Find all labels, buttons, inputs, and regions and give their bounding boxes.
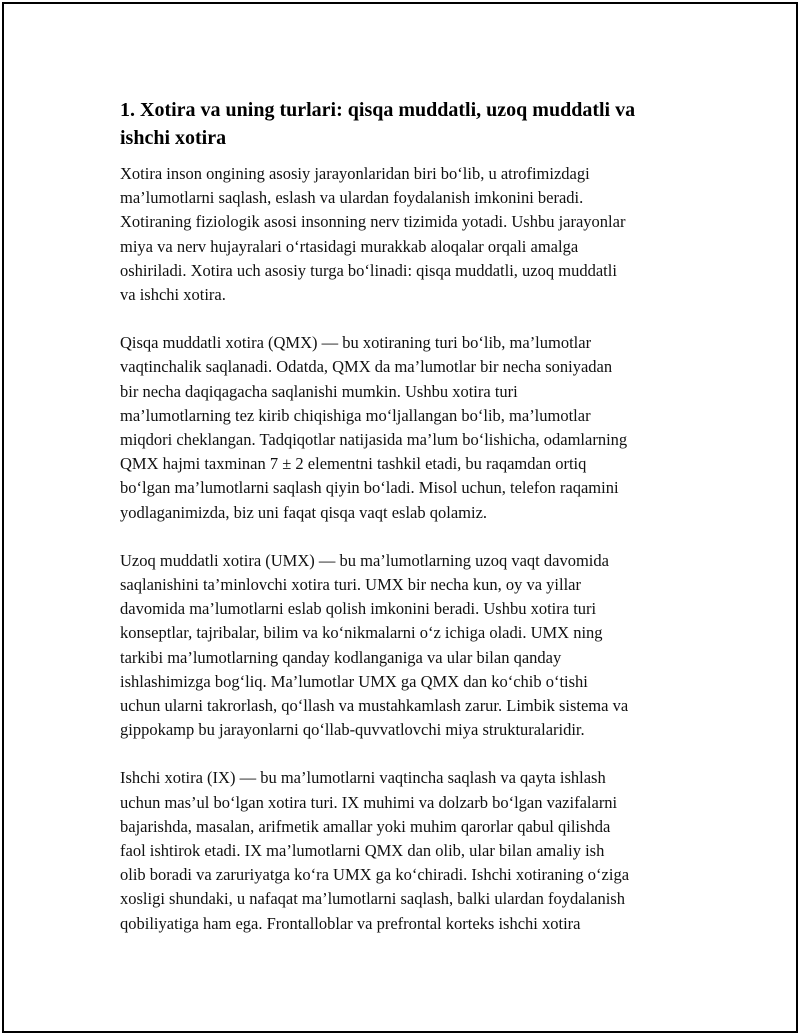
paragraph-intro: Xotira inson ongining asosiy jarayonlaridan biri bo‘lib, u atrofimizdagi ma’lumotlarni saqlash, eslash va ulardan foydalanish imkonini beradi. Xotiraning fiziologik asosi insonning nerv tizimida yotadi. Ushbu jarayonlar miya va nerv hujayralari o‘rtasidagi murakkab aloqalar orqali amalga oshiriladi. Xotira uch asosiy turga bo‘linadi: qisqa muddatli, uzoq muddatli va ishchi xotira. — [120, 164, 626, 305]
document-page — [2, 2, 798, 1033]
paragraph-short-term-memory: Qisqa muddatli xotira (QMX) — bu xotiraning turi bo‘lib, ma’lumotlar vaqtinchalik saqlanadi. Odatda, QMX da ma’lumotlar bir necha soniyadan bir necha daqiqagacha saqlanishi mumkin. Ushbu xotira turi ma’lumotlarning tez kirib chiqishiga mo‘ljallangan bo‘lib, ma’lumotlar miqdori cheklangan. Tadqiqotlar natijasida ma’lum bo‘lishicha, odamlarning QMX hajmi taxminan 7 ± 2 elementni tashkil etadi, bu raqamdan ortiq bo‘lgan ma’lumotlarni saqlash qiyin bo‘ladi. Misol uchun, telefon raqamini yodlaganimizda, biz uni faqat qisqa vaqt eslab qolamiz. — [120, 333, 628, 522]
paragraph-long-term-memory: Uzoq muddatli xotira (UMX) — bu ma’lumotlarning uzoq vaqt davomida saqlanishini ta’minlovchi xotira turi. UMX bir necha kun, oy va yillar davomida ma’lumotlarni eslab qolish imkonini beradi. Ushbu xotira turi konseptlar, tajribalar, bilim va ko‘nikmalarni o‘z ichiga oladi. UMX ning tarkibi ma’lumotlarning qanday kodlanganiga va ular bilan qanday ishlashimizga bog‘liq. Ma’lumotlar UMX ga QMX dan ko‘chib o‘tishi uchun ularni takrorlash, qo‘llash va mustahkamlash zarur. Limbik sistema va gippokamp bu jarayonlarni qo‘llab-quvvatlovchi miya strukturalaridir. — [120, 550, 629, 740]
paragraph-working-memory: Ishchi xotira (IX) — bu ma’lumotlarni vaqtincha saqlash va qayta ishlash uchun mas’ul bo‘lgan xotira turi. IX muhimi va dolzarb bo‘lgan vazifalarni bajarishda, masalan, arifmetik amallar yoki muhim qarorlar qabul qilishda faol ishtirok etadi. IX ma’lumotlarni QMX dan olib, ular bilan amaliy ish olib boradi va zaruriyatga ko‘ra UMX ga ko‘chiradi. Ishchi xotiraning o‘ziga xosligi shundaki, u nafaqat ma’lumotlarni saqlash, balki ulardan foydalanish qobiliyatiga ham ega. Frontalloblar va prefrontal korteks ishchi xotira — [120, 768, 630, 933]
page-content — [120, 96, 700, 960]
section-heading: 1. Xotira va uning turlari: qisqa muddatli, uzoq muddatli va ishchi xotira — [120, 99, 636, 149]
